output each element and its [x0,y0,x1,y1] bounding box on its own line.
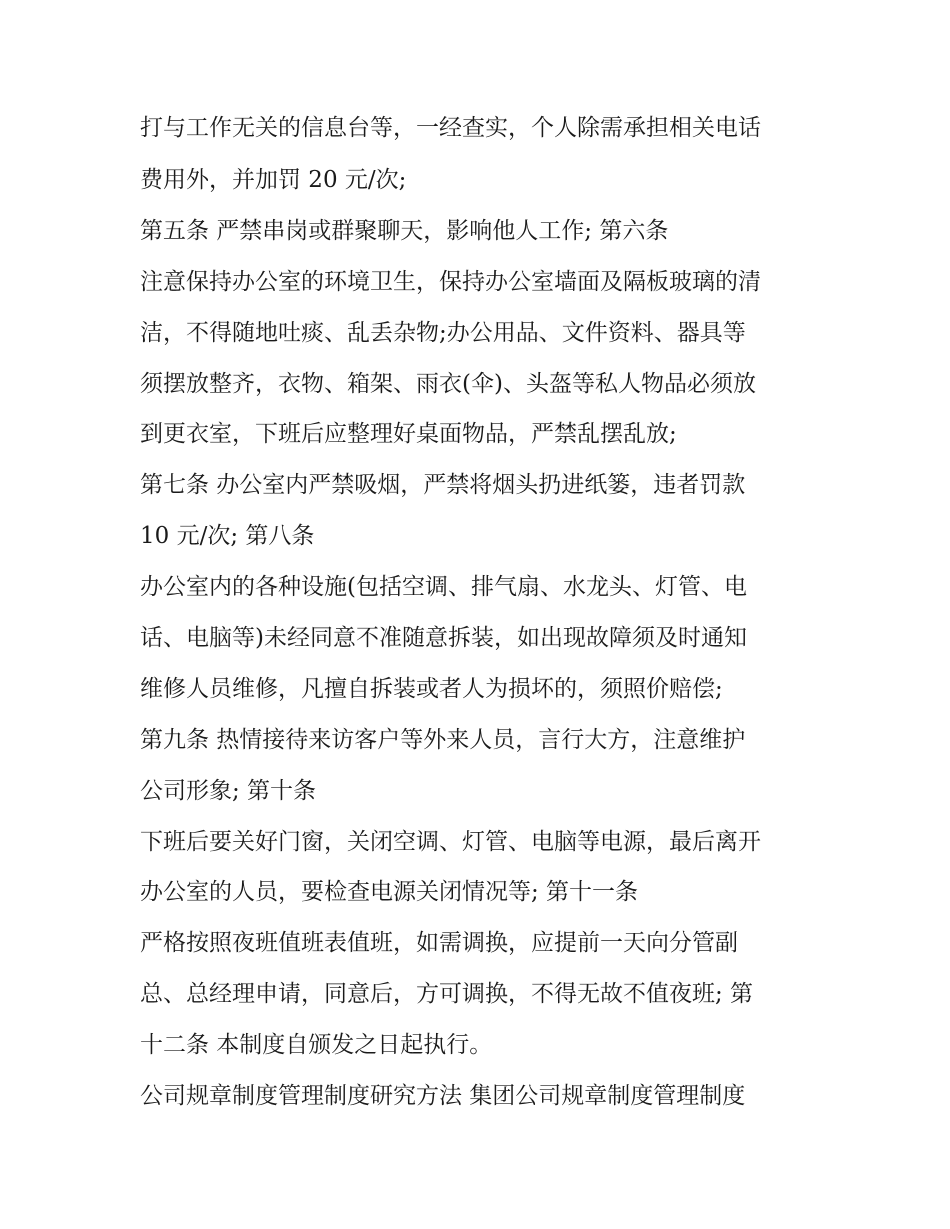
text-line: 话、电脑等)未经同意不准随意拆装，如出现故障须及时通知 [140,625,747,651]
text-line: 到更衣室，下班后应整理好桌面物品，严禁乱摆乱放; [140,421,677,447]
text-line: 办公室内的各种设施(包括空调、排气扇、水龙头、灯管、电 [140,574,747,600]
text-line: 十二条 本制度自颁发之日起执行。 [140,1032,493,1058]
text-line: 严格按照夜班值班表值班，如需调换，应提前一天向分管副 [140,930,738,956]
text-line: 费用外，并加罚 20 元/次; [140,167,407,193]
text-line: 下班后要关好门窗，关闭空调、灯管、电脑等电源，最后离开 [140,829,761,855]
text-line: 须摆放整齐，衣物、箱架、雨衣(伞)、头盔等私人物品必须放 [140,371,756,397]
text-line: 洁，不得随地吐痰、乱丢杂物;办公用品、文件资料、器具等 [140,320,746,346]
text-line: 公司形象; 第十条 [140,778,317,804]
text-line: 第九条 热情接待来访客户等外来人员，言行大方，注意维护 [140,727,746,753]
text-line: 注意保持办公室的环境卫生，保持办公室墙面及隔板玻璃的清 [140,269,761,295]
text-line: 总、总经理申请，同意后，方可调换，不得无故不值夜班; 第 [140,981,754,1007]
text-line: 打与工作无关的信息台等，一经查实，个人除需承担相关电话 [140,115,761,141]
text-line: 办公室的人员，要检查电源关闭情况等; 第十一条 [140,879,639,905]
text-line: 公司规章制度管理制度研究方法 集团公司规章制度管理制度 [140,1083,746,1109]
text-line: 10 元/次; 第八条 [140,523,315,549]
text-line: 第五条 严禁串岗或群聚聊天，影响他人工作; 第六条 [140,218,669,244]
text-line: 第七条 办公室内严禁吸烟，严禁将烟头扔进纸篓，违者罚款 [140,472,746,498]
text-line: 维修人员维修，凡擅自拆装或者人为损坏的，须照价赔偿; [140,676,723,702]
